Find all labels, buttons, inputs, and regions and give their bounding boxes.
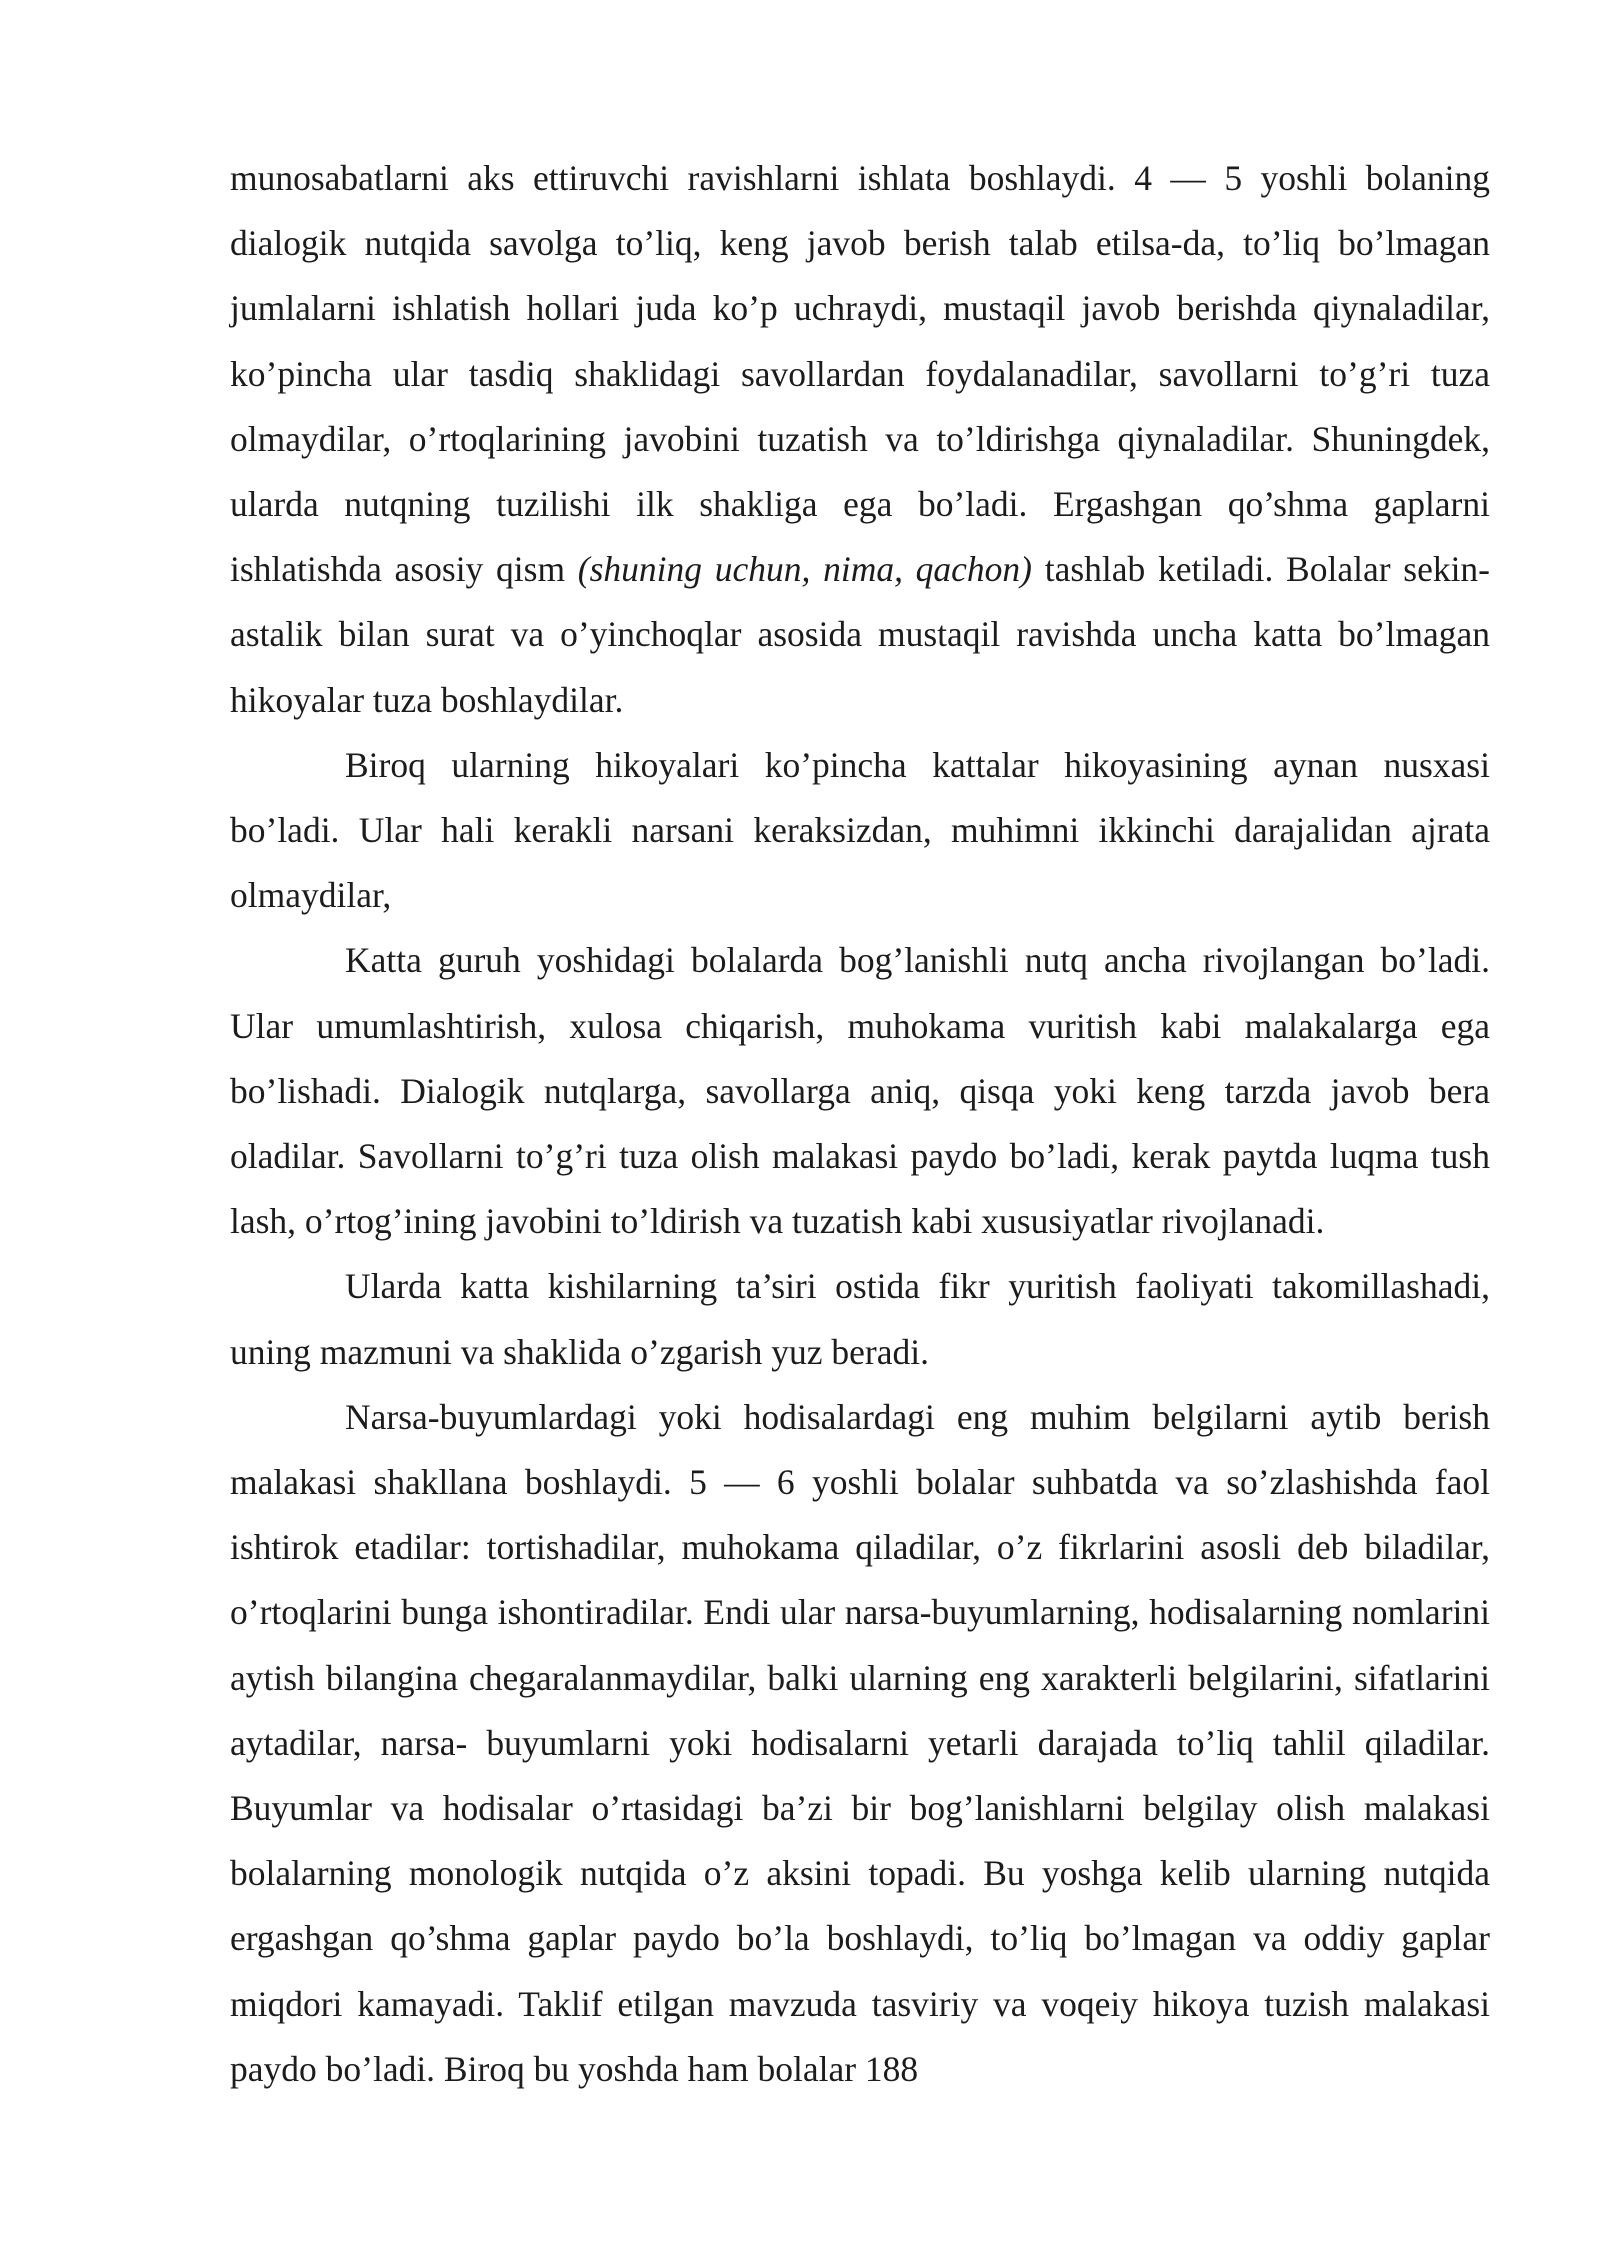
paragraph-1-text-a: munosabatlarni aks ettiruvchi ravishlarni ishlata boshlaydi. 4 — 5 yoshli bolaning dialogik nutqida savolga to’liq, keng javob berish talab etilsa-da, to’liq bo’lmagan jumlalarni ishlatish hollari juda ko’p uchraydi, mustaqil javob berishda qiynaladilar, ko’pincha ular tasdiq shaklidagi savollardan foydalanadilar, savollarni to’g’ri tuza olmaydilar, o’rtoqlarining javobini tuzatish va to’ldirishga qiynaladilar. Shuningdek, ularda nutqning tuzilishi ilk shakliga ega bo’ladi. Ergashgan qo’shma gaplarni ishlatishda asosiy qism: [230, 158, 1490, 590]
document-page: [230, 146, 1490, 2102]
paragraph-5: Narsa-buyumlardagi yoki hodisalardagi eng muhim belgilarni aytib berish malakasi shakllana boshlaydi. 5 — 6 yoshli bolalar suhbatda va so’zlashishda faol ishtirok etadilar: tortishadilar, muhokama qiladilar, o’z fikrlarini asosli deb biladilar, o’rtoqlarini bunga ishontiradilar. Endi ular narsa-buyumlarning, hodisalarning nomlarini aytish bilangina chegaralanmaydilar, balki ularning eng xarakterli belgilarini, sifatlarini aytadilar, narsa- buyumlarni yoki hodisalarni yetarli darajada to’liq tahlil qiladilar. Buyumlar va hodisalar o’rtasidagi ba’zi bir bog’lanishlarni belgilay olish malakasi bolalarning monologik nutqida o’z aksini topadi. Bu yoshga kelib ularning nutqida ergashgan qo’shma gaplar paydo bo’la boshlaydi, to’liq bo’lmagan va oddiy gaplar miqdori kamayadi. Taklif etilgan mavzuda tasviriy va voqeiy hikoya tuzish malakasi paydo bo’ladi. Biroq bu yoshda ham bolalar 188: [230, 1396, 1490, 2089]
paragraph-1-text-b: tashlab ketiladi. Bolalar sekin-astalik bilan surat va o’yinchoqlar asosida mustaqil ravishda uncha katta bo’lmagan hikoyalar tuza boshlaydilar.: [230, 549, 1491, 720]
paragraph-4: Ularda katta kishilarning ta’siri ostida fikr yuritish faoliyati takomillashadi, uning mazmuni va shaklida o’zgarish yuz beradi.: [230, 1266, 1490, 1372]
paragraph-1: [230, 146, 1490, 733]
paragraph-3: Katta guruh yoshidagi bolalarda bog’lanishli nutq ancha rivojlangan bo’ladi. Ular umumlashtirish, xulosa chiqarish, muhokama vuritish kabi malakalarga ega bo’lishadi. Dialogik nutqlarga, savollarga aniq, qisqa yoki keng tarzda javob bera oladilar. Savollarni to’g’ri tuza olish malakasi paydo bo’ladi, kerak paytda luqma tush lash, o’rtog’ining javobini to’ldirish va tuzatish kabi xususiyatlar rivojlanadi.: [230, 940, 1490, 1242]
paragraph-1-italic-phrase: (shuning uchun, nima, qachon): [577, 549, 1033, 590]
paragraph-2: Biroq ularning hikoyalari ko’pincha kattalar hikoyasining aynan nusxasi bo’ladi. Ular hali kerakli narsani keraksizdan, muhimni ikkinchi darajalidan ajrata olmaydilar,: [230, 744, 1490, 916]
